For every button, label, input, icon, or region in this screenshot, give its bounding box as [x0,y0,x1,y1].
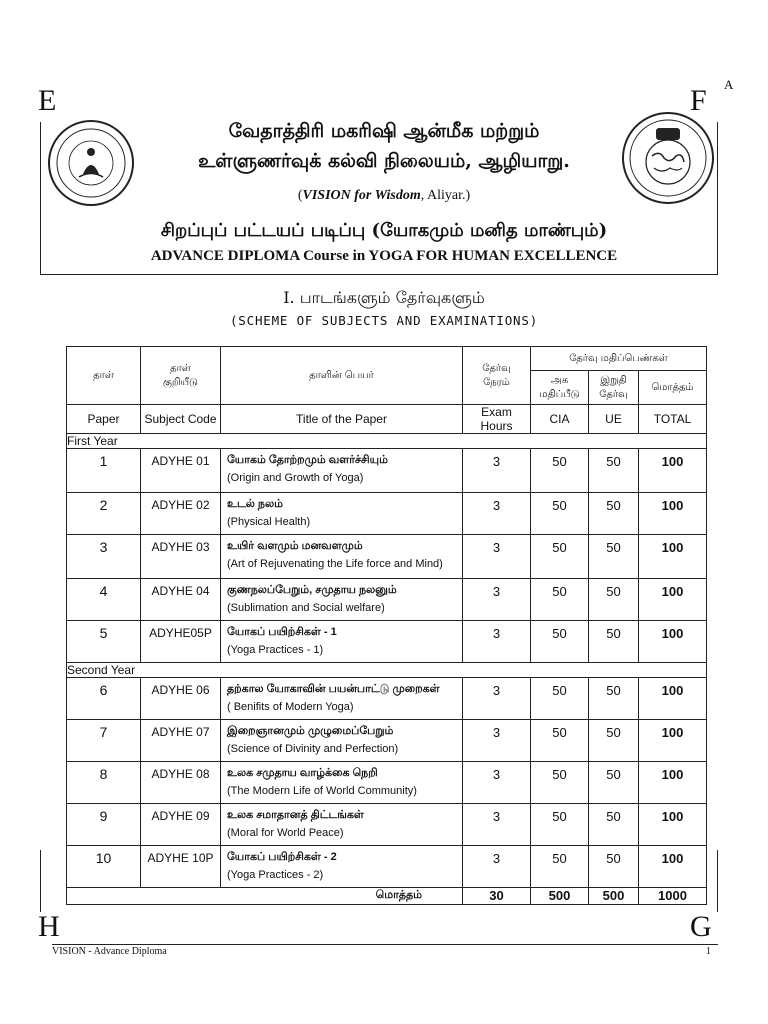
subject-code: ADYHE 10P [141,846,221,888]
total-marks: 100 [639,449,707,493]
paper-title [221,762,463,804]
exam-hours: 3 [463,720,531,762]
subject-code: ADYHE 02 [141,493,221,535]
ue-marks: 50 [589,846,639,888]
header-code-en: Subject Code [141,405,221,434]
second-year-rows [67,678,707,888]
course-title-tamil: சிறப்புப் பட்டயப் படிப்பு (யோகமும் மனித மாண்பும்) [160,220,608,241]
paper-title-english: (Yoga Practices - 1) [227,644,324,656]
cia-marks: 50 [531,846,589,888]
cia-marks: 50 [531,579,589,621]
header-ue-ta: இறுதி தேர்வு [589,371,639,405]
subject-code: ADYHE 04 [141,579,221,621]
total-cia: 500 [531,888,589,905]
paper-title [221,535,463,579]
table-row [67,579,707,621]
table-row [67,493,707,535]
total-label: மொத்தம் [221,888,463,905]
section-heading-english: (SCHEME OF SUBJECTS AND EXAMINATIONS) [229,313,539,328]
total-marks: 100 [639,678,707,720]
header-ue-en: UE [589,405,639,434]
scheme-table [66,346,707,905]
total-hours: 30 [463,888,531,905]
header-total-ta: மொத்தம் [639,371,707,405]
paper-title-english: (Origin and Growth of Yoga) [227,472,364,484]
paper-title [221,678,463,720]
paper-title [221,449,463,493]
cia-marks: 50 [531,720,589,762]
subject-code: ADYHE 01 [141,449,221,493]
cia-marks: 50 [531,804,589,846]
header-title-ta: தாளின் பெயர் [221,347,463,405]
exam-hours: 3 [463,804,531,846]
exam-hours: 3 [463,493,531,535]
corner-letter-g: G [690,910,712,943]
corner-letter-a: A [724,77,734,92]
first-year-label: First Year [67,434,707,449]
exam-hours: 3 [463,621,531,663]
ue-marks: 50 [589,535,639,579]
corner-letter-e: E [38,84,57,117]
paper-number: 4 [67,579,141,621]
header-total-en: TOTAL [639,405,707,434]
paper-title-english: (Science of Divinity and Perfection) [227,743,399,755]
header-code-ta: தாள் குறியீடு [141,347,221,405]
paper-title [221,846,463,888]
table-row [67,678,707,720]
paper-number: 8 [67,762,141,804]
header-title-en: Title of the Paper [221,405,463,434]
total-marks: 100 [639,535,707,579]
paper-title-english: (Moral for World Peace) [227,827,344,839]
ue-marks: 50 [589,804,639,846]
paper-title-tamil: உலக சமாதானத் திட்டங்கள் [227,809,364,821]
vision-subtitle: (VISION for Wisdom, Aliyar.) [297,188,471,203]
section-heading-tamil: I. பாடங்களும் தேர்வுகளும் [283,288,485,307]
paper-number: 5 [67,621,141,663]
exam-hours: 3 [463,846,531,888]
total-total: 1000 [639,888,707,905]
paper-number: 6 [67,678,141,720]
paper-title [221,621,463,663]
paper-title [221,804,463,846]
paper-title-english: ( Benifits of Modern Yoga) [227,701,354,713]
paper-title-tamil: இறைஞானமும் முழுமைப்பேறும் [227,725,394,737]
paper-title-english: (Yoga Practices - 2) [227,869,324,881]
header-hours-en: Exam Hours [463,405,531,434]
subject-code: ADYHE 06 [141,678,221,720]
total-ue: 500 [589,888,639,905]
paper-title-tamil: தற்கால யோகாவின் பயன்பாட்டு முறைகள் [227,683,440,695]
total-marks: 100 [639,579,707,621]
paper-title-tamil: உடல் நலம் [227,498,283,510]
header-hours-ta: தேர்வு நேரம் [463,347,531,405]
table-row [67,762,707,804]
header-marks-ta: தேர்வு மதிப்பெண்கள் [531,347,707,371]
course-title-english: ADVANCE DIPLOMA Course in YOGA FOR HUMAN EXCELLENCE [150,248,618,264]
paper-title-tamil: யோகம் தோற்றமும் வளர்ச்சியும் [227,454,388,466]
cia-marks: 50 [531,493,589,535]
cia-marks: 50 [531,762,589,804]
cia-marks: 50 [531,535,589,579]
table-row [67,804,707,846]
paper-title-tamil: குணநலப்பேறும், சமுதாய நலனும் [227,584,397,596]
page-number: 1 [706,946,711,957]
exam-hours: 3 [463,678,531,720]
header-divider [40,274,718,275]
paper-title-english: (Art of Rejuvenating the Life force and Mind) [227,558,443,570]
paper-title-tamil: உலக சமுதாய வாழ்க்கை நெறி [227,767,378,779]
table-row [67,846,707,888]
exam-hours: 3 [463,535,531,579]
bottom-right-border-line [717,850,718,912]
header-paper-ta: தாள் [67,347,141,405]
table-row [67,449,707,493]
header-cia-ta: அக மதிப்பீடு [531,371,589,405]
paper-title [221,720,463,762]
total-marks: 100 [639,804,707,846]
header-paper-en: Paper [67,405,141,434]
paper-title [221,579,463,621]
paper-number: 10 [67,846,141,888]
ue-marks: 50 [589,678,639,720]
cia-marks: 50 [531,621,589,663]
ue-marks: 50 [589,762,639,804]
table-row [67,621,707,663]
second-year-label: Second Year [67,663,707,678]
ue-marks: 50 [589,579,639,621]
paper-number: 3 [67,535,141,579]
first-year-rows [67,449,707,663]
institute-name-line1: வேதாத்திரி மகரிஷி ஆன்மீக மற்றும் [228,120,540,142]
paper-title-tamil: யோகப் பயிற்சிகள் - 1 [227,626,337,638]
bottom-left-border-line [40,850,41,912]
total-marks: 100 [639,762,707,804]
subject-code: ADYHE 03 [141,535,221,579]
header-cia-en: CIA [531,405,589,434]
paper-title-english: (The Modern Life of World Community) [227,785,417,797]
corner-letter-f: F [690,84,707,117]
paper-title-english: (Physical Health) [227,516,311,528]
ue-marks: 50 [589,720,639,762]
corner-letter-h: H [38,910,60,943]
exam-hours: 3 [463,762,531,804]
cia-marks: 50 [531,678,589,720]
subject-code: ADYHE05P [141,621,221,663]
paper-number: 1 [67,449,141,493]
table-row [67,535,707,579]
ue-marks: 50 [589,493,639,535]
footer-divider [52,944,718,945]
paper-title-tamil: யோகப் பயிற்சிகள் - 2 [227,851,337,863]
paper-title [221,493,463,535]
footer-title: VISION - Advance Diploma [52,946,167,957]
institute-name-line2: உள்ளுணர்வுக் கல்வி நிலையம், ஆழியாறு. [198,150,570,172]
cia-marks: 50 [531,449,589,493]
total-marks: 100 [639,720,707,762]
ue-marks: 50 [589,449,639,493]
subject-code: ADYHE 09 [141,804,221,846]
exam-hours: 3 [463,579,531,621]
paper-title-tamil: உயிர் வளமும் மனவளமும் [227,540,363,552]
exam-hours: 3 [463,449,531,493]
total-marks: 100 [639,621,707,663]
total-marks: 100 [639,846,707,888]
total-marks: 100 [639,493,707,535]
subject-code: ADYHE 07 [141,720,221,762]
paper-number: 9 [67,804,141,846]
paper-number: 7 [67,720,141,762]
paper-number: 2 [67,493,141,535]
ue-marks: 50 [589,621,639,663]
table-row [67,720,707,762]
subject-code: ADYHE 08 [141,762,221,804]
paper-title-english: (Sublimation and Social welfare) [227,602,385,614]
